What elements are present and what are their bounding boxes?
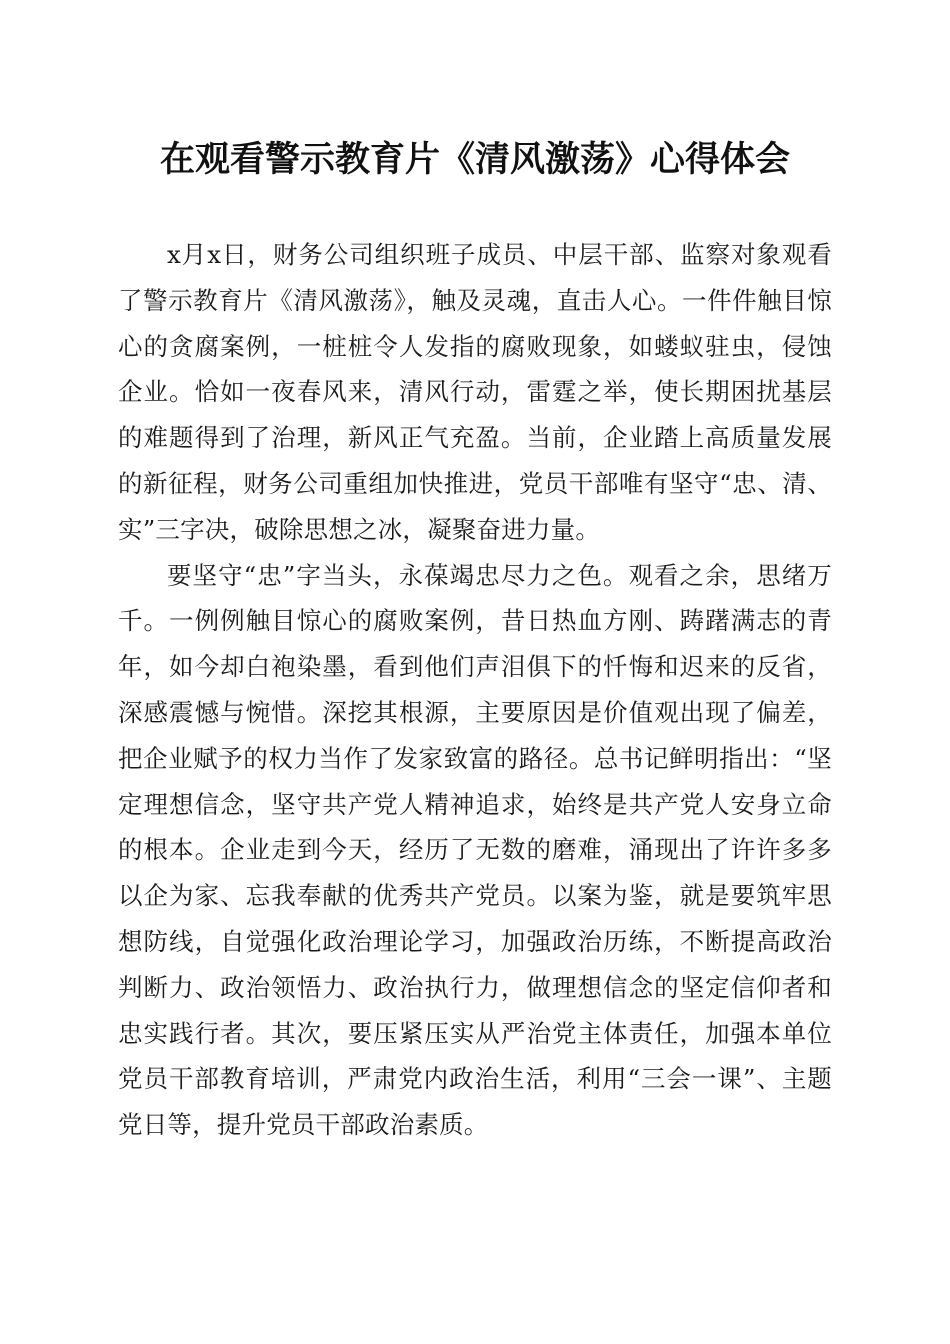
body-paragraph-2: 要坚守“忠”字当头，永葆竭忠尽力之色。观看之余，思绪万千。一例例触目惊心的腐败案例，昔日热血方刚、踌躇满志的青年，如今却白袍染墨，看到他们声泪俱下的忏悔和迟来的反省，深感震憾与惋惜。深挖其根源，主要原因是价值观出现了偏差，把企业赋予的权力当作了发家致富的路径。总书记鲜明指出：“坚定理想信念，坚守共产党人精神追求，始终是共产党人安身立命的根本。企业走到今天，经历了无数的磨难，涌现出了许许多多以企为家、忘我奉献的优秀共产党员。以案为鉴，就是要筑牢思想防线，自觉强化政治理论学习，加强政治历练，不断提高政治判断力、政治领悟力、政治执行力，做理想信念的坚定信仰者和忠实践行者。其次，要压紧压实从严治党主体责任，加强本单位党员干部教育培训，严肃党内政治生活，利用“三会一课”、主题党日等，提升党员干部政治素质。 [118, 560, 832, 1140]
body-paragraph-1: x月x日，财务公司组织班子成员、中层干部、监察对象观看了警示教育片《清风激荡》，触及灵魂，直击人心。一件件触目惊心的贪腐案例，一桩桩令人发指的腐败现象，如蝼蚁驻虫，侵蚀企业。恰如一夜春风来，清风行动，雷霆之举，使长期困扰基层的难题得到了治理，新风正气充盈。当前，企业踏上高质量发展的新征程，财务公司重组加快推进，党员干部唯有坚守“忠、清、实”三字决，破除思想之冰，凝聚奋进力量。 [118, 240, 832, 544]
document-title: 在观看警示教育片《清风激荡》心得体会 [159, 139, 790, 180]
document-body [118, 232, 832, 1148]
